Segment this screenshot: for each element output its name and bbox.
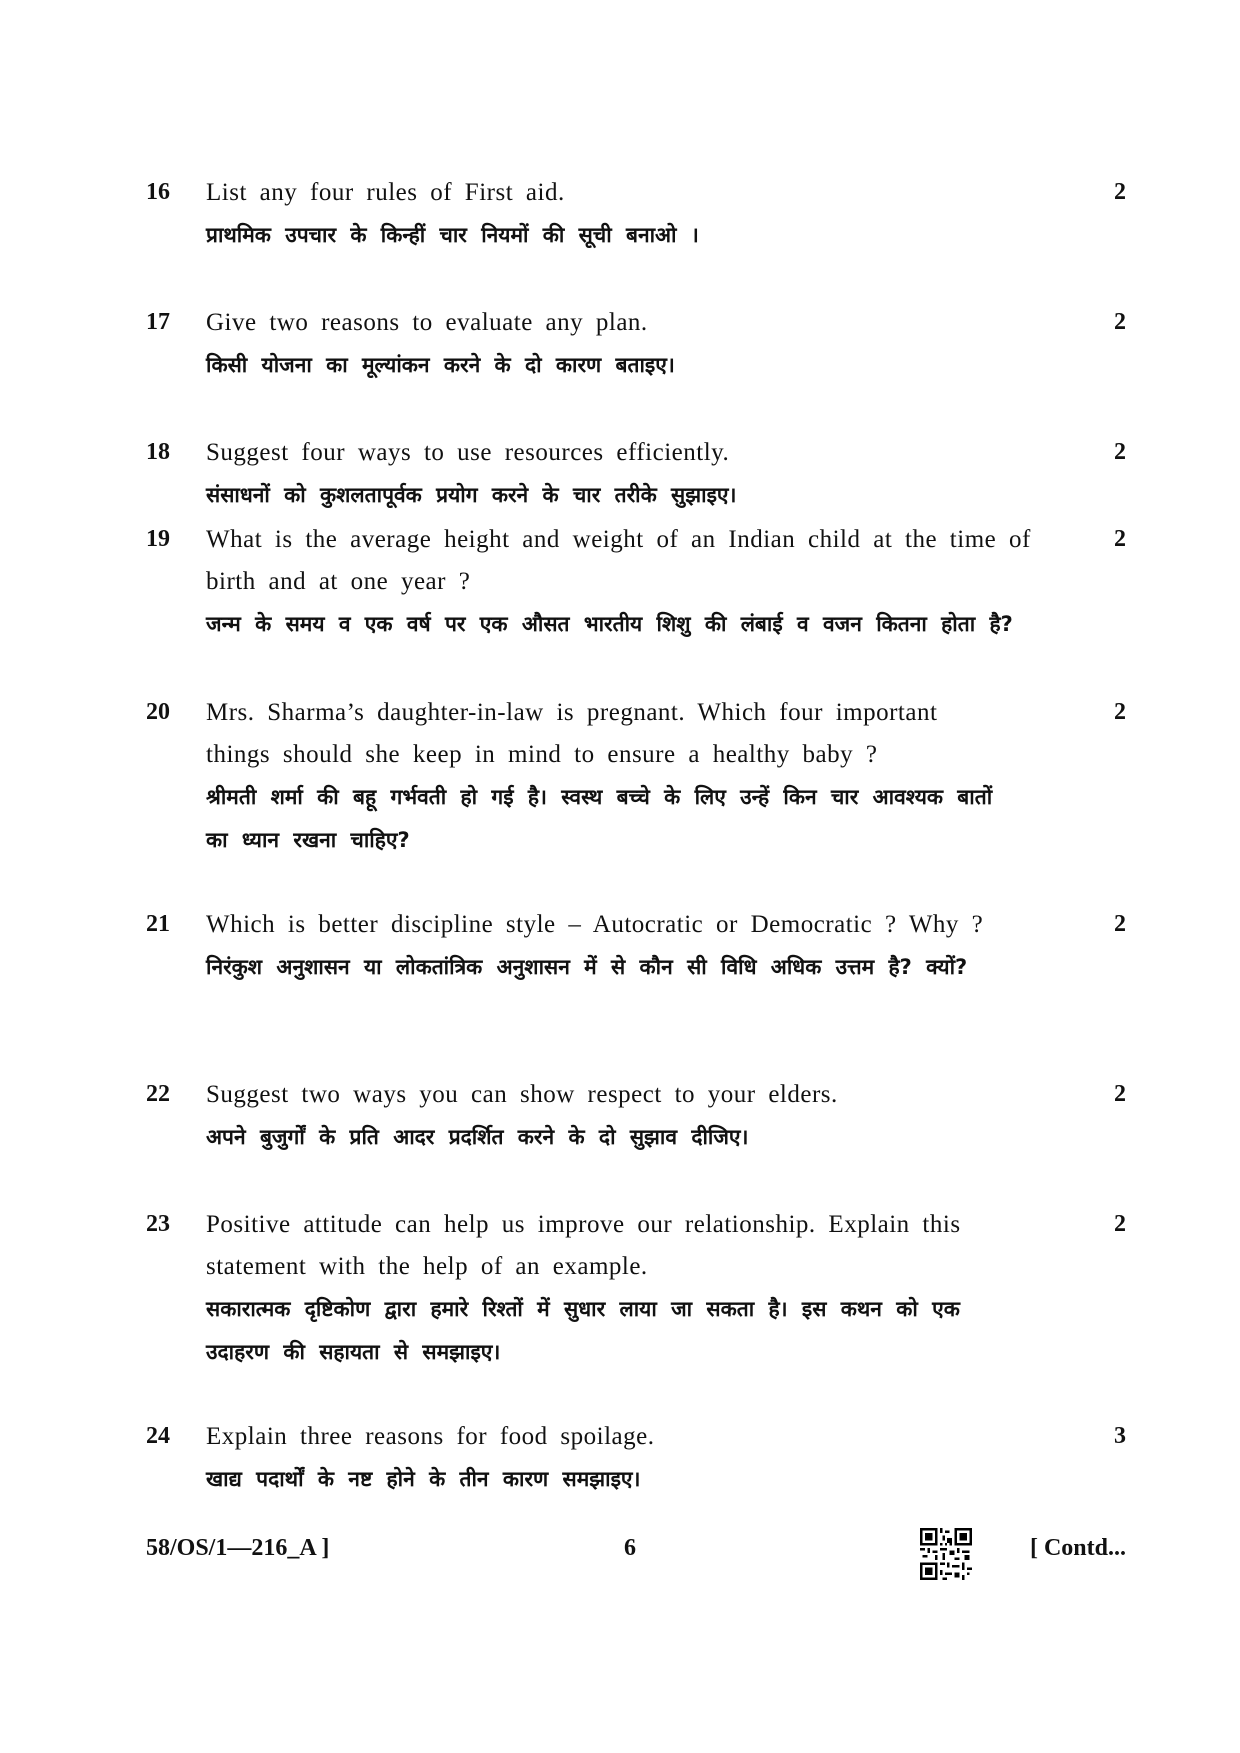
question-text-hindi: प्राथमिक उपचार के किन्हीं चार नियमों की सूची बनाओ ।: [206, 223, 699, 247]
question-text-english: Suggest two ways you can show respect to your elders.: [206, 1081, 838, 1108]
question-text-hindi: अपने बुजुर्गों के प्रति आदर प्रदर्शित करने के दो सुझाव दीजिए।: [206, 1125, 749, 1149]
question-number: 17: [146, 309, 170, 335]
question-body: [206, 172, 1056, 257]
question-number: 24: [146, 1423, 170, 1449]
question-text-english: Explain three reasons for food spoilage.: [206, 1423, 655, 1450]
page-footer: [146, 1528, 1126, 1588]
question-marks: 2: [1114, 1211, 1126, 1237]
paper-code: 58/OS/1—216_A ]: [146, 1535, 330, 1561]
question-marks: 2: [1114, 179, 1126, 205]
question-text-english: Which is better discipline style – Autocratic or Democratic ? Why ?: [206, 911, 984, 938]
question-text-english: List any four rules of First aid.: [206, 179, 565, 206]
qr-code-icon: [920, 1528, 972, 1580]
question-body: [206, 432, 1056, 517]
question-number: 20: [146, 699, 170, 725]
question-text-hindi: श्रीमती शर्मा की बहू गर्भवती हो गई है। स्वस्थ बच्चे के लिए उन्हें किन चार आवश्यक बातों का ध्यान रखना चाहिए?: [206, 785, 993, 852]
question-text-hindi: खाद्य पदार्थों के नष्ट होने के तीन कारण समझाइए।: [206, 1467, 641, 1491]
question-number: 23: [146, 1211, 170, 1237]
question-marks: 2: [1114, 439, 1126, 465]
question-number: 18: [146, 439, 170, 465]
question-text-english: Positive attitude can help us improve our relationship. Explain this statement with the help of an example.: [206, 1211, 961, 1280]
question-marks: 2: [1114, 699, 1126, 725]
question-marks: 2: [1114, 526, 1126, 552]
question-body: [206, 1204, 1056, 1374]
question-marks: 2: [1114, 1081, 1126, 1107]
continued-label: [ Contd...: [1029, 1535, 1126, 1561]
question-text-hindi: सकारात्मक दृष्टिकोण द्वारा हमारे रिश्तों में सुधार लाया जा सकता है। इस कथन को एक उदाहरण की सहायता से समझाइए।: [206, 1297, 960, 1364]
question-marks: 2: [1114, 911, 1126, 937]
question-body: [206, 1074, 1056, 1159]
question-number: 21: [146, 911, 170, 937]
question-text-hindi: संसाधनों को कुशलतापूर्वक प्रयोग करने के चार तरीके सुझाइए।: [206, 483, 737, 507]
question-body: [206, 1416, 1056, 1501]
question-text-hindi: निरंकुश अनुशासन या लोकतांत्रिक अनुशासन में से कौन सी विधि अधिक उत्तम है? क्यों?: [206, 955, 968, 979]
question-body: [206, 692, 1056, 862]
question-text-english: Suggest four ways to use resources efficiently.: [206, 439, 730, 466]
question-text-hindi: किसी योजना का मूल्यांकन करने के दो कारण बताइए।: [206, 353, 675, 377]
question-body: [206, 519, 1056, 646]
question-number: 22: [146, 1081, 170, 1107]
question-text-english: What is the average height and weight of an Indian child at the time of birth and at one year ?: [206, 526, 1031, 595]
question-number: 16: [146, 179, 170, 205]
question-body: [206, 302, 1056, 387]
question-marks: 2: [1114, 309, 1126, 335]
question-number: 19: [146, 526, 170, 552]
question-text-english: Mrs. Sharma’s daughter-in-law is pregnant. Which four important things should she keep in mind to ensure a healthy baby ?: [206, 699, 938, 768]
page-number: 6: [624, 1535, 636, 1561]
question-marks: 3: [1114, 1423, 1126, 1449]
question-text-english: Give two reasons to evaluate any plan.: [206, 309, 648, 336]
question-body: [206, 904, 1056, 989]
question-text-hindi: जन्म के समय व एक वर्ष पर एक औसत भारतीय शिशु की लंबाई व वजन कितना होता है?: [206, 612, 1013, 636]
